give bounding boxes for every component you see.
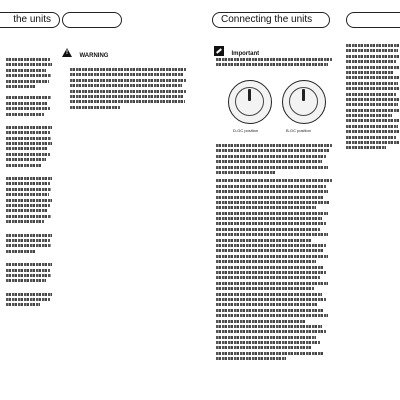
text-line bbox=[6, 204, 50, 207]
text-line bbox=[6, 107, 50, 110]
text-line bbox=[216, 298, 326, 301]
text-line bbox=[216, 309, 324, 312]
text-line bbox=[6, 269, 50, 272]
warning-text bbox=[70, 68, 188, 109]
text-line bbox=[216, 228, 320, 231]
important-intro bbox=[216, 58, 334, 69]
text-line bbox=[6, 113, 44, 116]
text-line bbox=[6, 182, 50, 185]
text-line bbox=[216, 217, 322, 220]
text-line bbox=[70, 84, 182, 87]
text-line bbox=[6, 142, 52, 145]
text-line bbox=[216, 293, 322, 296]
text-line bbox=[216, 314, 328, 317]
text-line bbox=[6, 96, 51, 99]
selector-knob-left bbox=[228, 80, 272, 124]
text-line bbox=[216, 255, 328, 258]
text-line bbox=[216, 63, 328, 66]
text-line bbox=[216, 201, 330, 204]
text-line bbox=[346, 136, 396, 139]
important-note-icon bbox=[214, 46, 224, 56]
tab-blank-right bbox=[346, 12, 400, 28]
text-line bbox=[6, 274, 51, 277]
text-line bbox=[6, 69, 46, 72]
text-line bbox=[6, 239, 50, 242]
text-line bbox=[216, 276, 320, 279]
text-line bbox=[216, 282, 328, 285]
text-line bbox=[70, 95, 184, 98]
text-line bbox=[6, 199, 52, 202]
text-line bbox=[346, 146, 386, 149]
text-line bbox=[6, 244, 51, 247]
text-line bbox=[346, 71, 394, 74]
text-line bbox=[216, 346, 312, 349]
text-line bbox=[216, 179, 332, 182]
text-line bbox=[216, 166, 328, 169]
left-column-text bbox=[6, 58, 54, 309]
text-line bbox=[6, 102, 48, 105]
important-heading: Important bbox=[231, 51, 260, 57]
text-line bbox=[70, 106, 120, 109]
text-line bbox=[6, 147, 48, 150]
knob-label-left: D-GC position bbox=[233, 128, 259, 133]
text-line bbox=[70, 90, 186, 93]
text-line bbox=[216, 303, 318, 306]
text-line bbox=[346, 87, 400, 90]
text-line bbox=[346, 60, 396, 63]
text-line bbox=[6, 126, 52, 129]
text-line bbox=[6, 177, 52, 180]
text-line bbox=[216, 325, 322, 328]
text-line bbox=[216, 336, 316, 339]
knob-slot bbox=[248, 89, 251, 101]
text-line bbox=[6, 63, 52, 66]
text-line bbox=[346, 130, 400, 133]
text-line bbox=[216, 155, 326, 158]
selector-knob-right bbox=[282, 80, 326, 124]
warning-triangle-icon bbox=[62, 48, 72, 57]
text-line bbox=[6, 263, 52, 266]
text-line bbox=[216, 222, 326, 225]
text-line bbox=[346, 93, 396, 96]
text-line bbox=[216, 144, 332, 147]
text-line bbox=[6, 164, 42, 167]
text-line bbox=[216, 196, 324, 199]
text-line bbox=[216, 357, 286, 360]
text-line bbox=[6, 58, 50, 61]
warning-heading: WARNING bbox=[79, 53, 109, 59]
text-line bbox=[216, 171, 276, 174]
text-line bbox=[70, 79, 186, 82]
text-line bbox=[6, 303, 40, 306]
text-line bbox=[346, 49, 398, 52]
text-line bbox=[346, 76, 400, 79]
tab-label: Connecting the units bbox=[221, 14, 313, 25]
text-line bbox=[70, 73, 184, 76]
text-line bbox=[6, 250, 36, 253]
text-line bbox=[6, 193, 49, 196]
text-line bbox=[346, 114, 392, 117]
text-line bbox=[6, 234, 52, 237]
third-column-text bbox=[216, 144, 336, 363]
text-line bbox=[216, 330, 326, 333]
text-line bbox=[216, 320, 306, 323]
text-line bbox=[6, 85, 36, 88]
text-line bbox=[6, 188, 51, 191]
text-line bbox=[70, 68, 186, 71]
tab-the-units bbox=[0, 12, 60, 28]
text-line bbox=[216, 239, 312, 242]
text-line bbox=[346, 98, 400, 101]
text-line bbox=[216, 58, 332, 61]
tab-blank-left bbox=[62, 12, 122, 28]
text-line bbox=[346, 103, 398, 106]
text-line bbox=[216, 233, 328, 236]
text-line bbox=[6, 158, 46, 161]
text-line bbox=[216, 287, 314, 290]
text-line bbox=[346, 109, 400, 112]
text-line bbox=[6, 74, 51, 77]
text-line bbox=[6, 131, 50, 134]
tab-label: the units bbox=[13, 14, 51, 25]
text-line bbox=[216, 271, 326, 274]
text-line bbox=[346, 141, 400, 144]
knob-slot bbox=[302, 89, 305, 101]
text-line bbox=[216, 160, 322, 163]
text-line bbox=[346, 82, 398, 85]
text-line bbox=[346, 55, 400, 58]
text-line bbox=[216, 341, 320, 344]
text-line bbox=[6, 209, 48, 212]
text-line bbox=[216, 149, 330, 152]
text-line bbox=[346, 44, 400, 47]
text-line bbox=[6, 137, 51, 140]
right-column-text bbox=[346, 44, 400, 152]
text-line bbox=[346, 66, 400, 69]
text-line bbox=[6, 80, 49, 83]
tab-connecting-the-units bbox=[212, 12, 330, 28]
text-line bbox=[216, 244, 326, 247]
text-line bbox=[6, 279, 46, 282]
text-line bbox=[6, 220, 44, 223]
text-line bbox=[6, 215, 51, 218]
text-line bbox=[346, 125, 398, 128]
text-line bbox=[346, 119, 400, 122]
knob-label-right: B-GC position bbox=[286, 128, 311, 133]
text-line bbox=[216, 249, 324, 252]
text-line bbox=[6, 153, 50, 156]
text-line bbox=[216, 190, 328, 193]
text-line bbox=[216, 260, 316, 263]
text-line bbox=[216, 212, 328, 215]
text-line bbox=[216, 185, 326, 188]
text-line bbox=[216, 206, 316, 209]
text-line bbox=[6, 298, 50, 301]
text-line bbox=[70, 100, 185, 103]
text-line bbox=[6, 293, 52, 296]
text-line bbox=[216, 352, 324, 355]
warning-section bbox=[62, 44, 190, 111]
text-line bbox=[216, 266, 324, 269]
